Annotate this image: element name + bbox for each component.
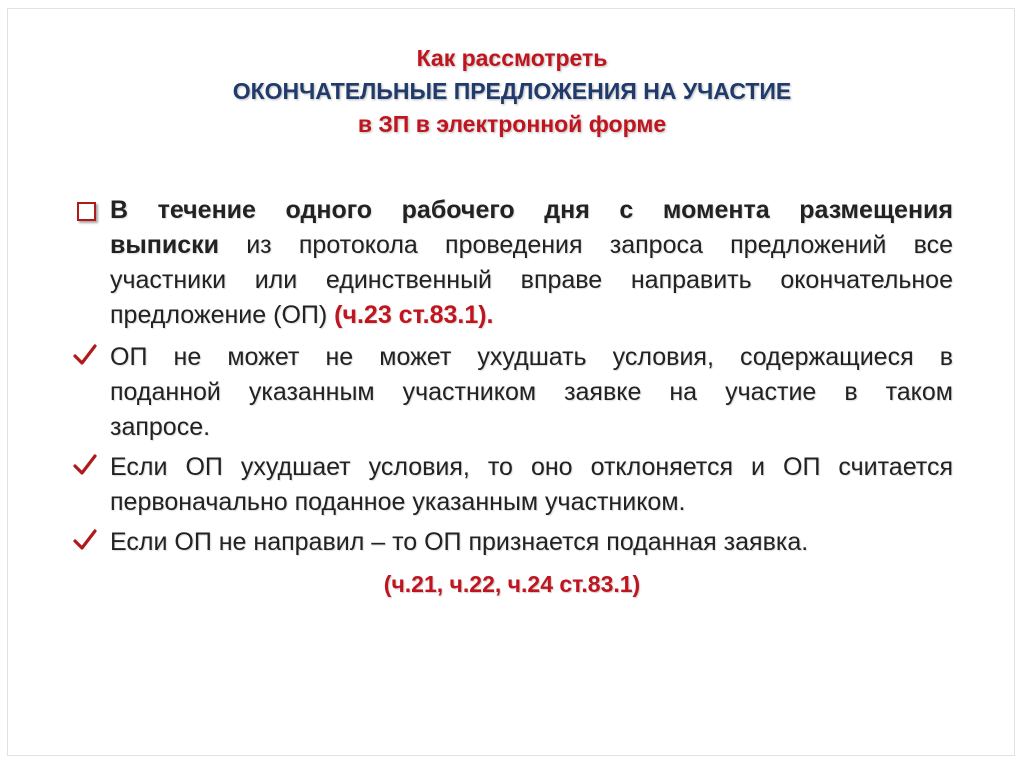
checkmark-icon xyxy=(72,342,98,368)
footer-law-reference: (ч.21, ч.22, ч.24 ст.83.1) xyxy=(383,571,641,597)
title-line-2: ОКОНЧАТЕЛЬНЫЕ ПРЕДЛОЖЕНИЯ НА УЧАСТИЕ xyxy=(232,78,792,104)
bullet-4-line-1: Если ОП не направил – то ОП признается поданная заявка. xyxy=(110,528,809,556)
bullet-1-line-3: участники или единственный вправе направить окончательное xyxy=(110,266,953,294)
bullet-1-line-2 xyxy=(110,228,953,263)
title-line-1: Как рассмотреть xyxy=(416,45,608,71)
bullet-1-line-4 xyxy=(110,298,953,333)
bullet-1-line-1: В течение одного рабочего дня с момента размещения xyxy=(110,196,953,224)
square-bullet-icon xyxy=(77,202,96,221)
title-line-3: в ЗП в электронной форме xyxy=(357,111,667,137)
bullet-1-line-4-text: предложение (ОП) xyxy=(110,301,335,329)
bullet-3-line-1: Если ОП ухудшает условия, то оно отклоняется и ОП считается xyxy=(110,453,953,481)
bold-word-vypiski: выписки xyxy=(110,231,219,259)
bullet-2-line-3: запросе. xyxy=(110,413,211,441)
checkmark-icon xyxy=(72,527,98,553)
slide-title xyxy=(0,42,1024,141)
bullet-1-law-reference: (ч.23 ст.83.1). xyxy=(334,301,494,329)
bullet-3-line-2: первоначально поданное указанным участником. xyxy=(110,488,686,516)
bullet-2-line-2: поданной указанным участником заявке на участие в таком xyxy=(110,378,953,406)
checkmark-icon xyxy=(72,452,98,478)
bullet-1-line-2-rest: из протокола проведения запроса предложений все xyxy=(218,231,953,259)
bullet-2-line-1: ОП не может не может ухудшать условия, содержащиеся в xyxy=(110,343,953,371)
